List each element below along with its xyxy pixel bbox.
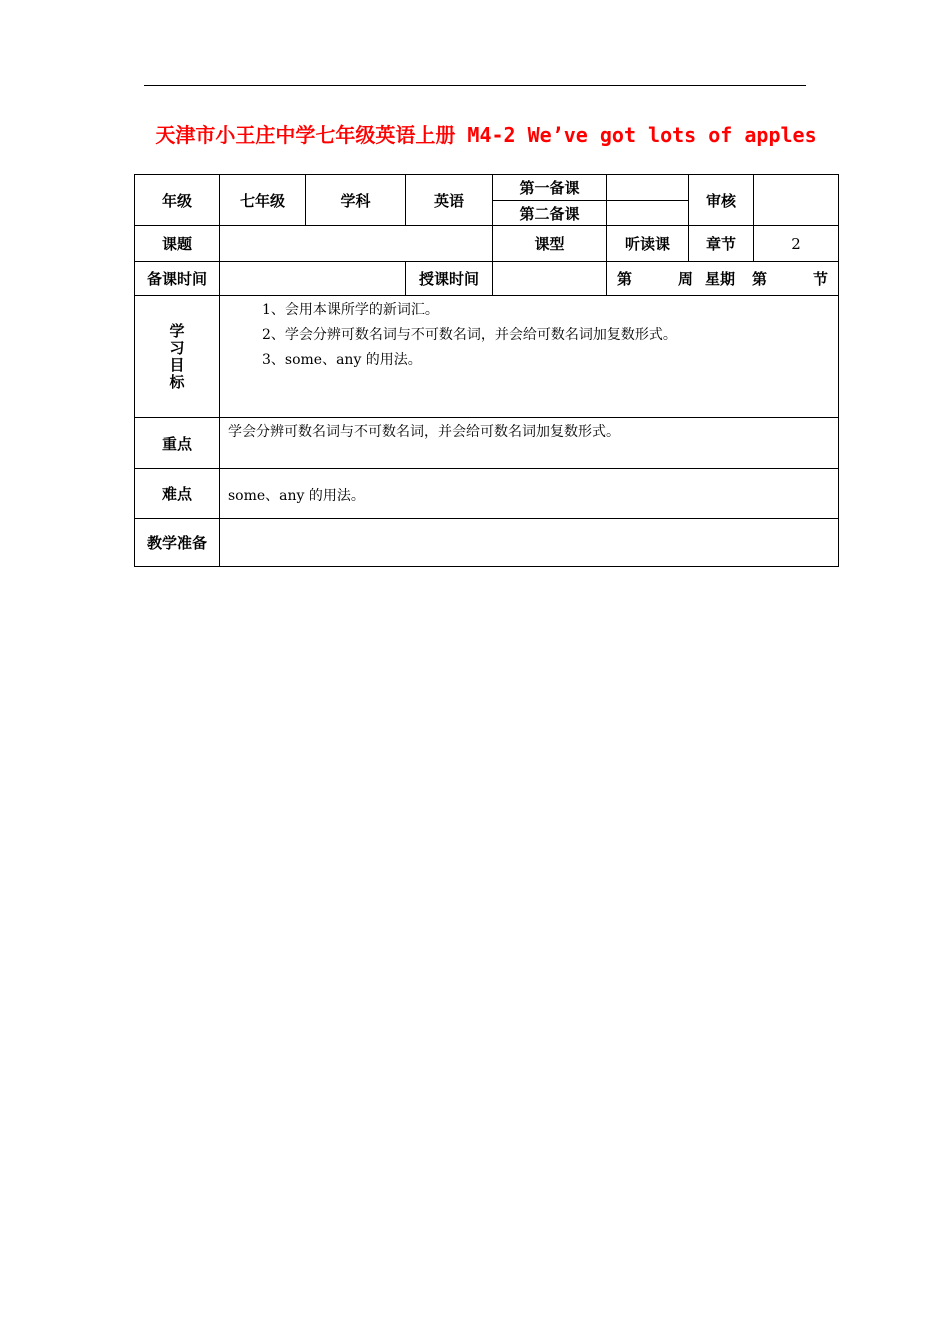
prep-second-value[interactable]: [607, 201, 689, 226]
difficulty-content: [220, 469, 839, 519]
teach-time-label: 授课时间: [406, 262, 493, 296]
topic-label: 课题: [135, 226, 220, 262]
prep-time-value[interactable]: [220, 262, 406, 296]
time-zhou: 周: [678, 270, 694, 288]
week-group: [617, 268, 735, 289]
table-row: [135, 296, 839, 418]
table-row: [135, 519, 839, 567]
goals-label-char: 目: [169, 355, 185, 374]
goals-label-char: 习: [169, 338, 185, 357]
difficulty-label: 难点: [135, 469, 220, 519]
key-point-text: 学会分辨可数名词与不可数名词，并会给可数名词加复数形式。: [228, 424, 620, 440]
subject-value: 英语: [406, 175, 493, 226]
lesson-plan-table: [134, 174, 839, 567]
goals-label: [135, 296, 220, 418]
grade-label: 年级: [135, 175, 220, 226]
header-rule: [144, 85, 806, 86]
goal-item: 3、some、any 的用法。: [262, 352, 422, 368]
goals-content: [220, 296, 839, 418]
prep-first-value[interactable]: [607, 175, 689, 201]
document-title: 天津市小王庄中学七年级英语上册 M4-2 We’ve got lots of apples: [155, 123, 817, 147]
chapter-value: 2: [754, 226, 839, 262]
difficulty-text: some、any 的用法。: [228, 488, 365, 504]
goals-label-char: 标: [169, 372, 185, 391]
lesson-type-value: 听读课: [607, 226, 689, 262]
time-xingqi: 星期: [705, 270, 736, 288]
review-value[interactable]: [754, 175, 839, 226]
grade-value: 七年级: [220, 175, 306, 226]
time-di: 第: [617, 270, 633, 288]
key-point-label: 重点: [135, 418, 220, 469]
prep-second-label: 第二备课: [493, 201, 607, 226]
goals-label-char: 学: [169, 321, 185, 340]
preparation-content[interactable]: [220, 519, 839, 567]
topic-value[interactable]: [220, 226, 493, 262]
period-group: [752, 268, 828, 289]
table-row: [135, 262, 839, 296]
table-row: [135, 226, 839, 262]
time-slots-cell[interactable]: [607, 262, 839, 296]
chapter-label: 章节: [689, 226, 754, 262]
time-jie: 节: [812, 270, 828, 288]
prep-first-label: 第一备课: [493, 175, 607, 201]
subject-label: 学科: [306, 175, 406, 226]
time-di2: 第: [751, 270, 767, 288]
preparation-label: 教学准备: [135, 519, 220, 567]
goal-item: 2、学会分辨可数名词与不可数名词，并会给可数名词加复数形式。: [262, 327, 677, 343]
table-row: [135, 418, 839, 469]
table-row: [135, 469, 839, 519]
prep-time-label: 备课时间: [135, 262, 220, 296]
teach-time-value[interactable]: [493, 262, 607, 296]
table-row: [135, 175, 839, 201]
goal-item: 1、会用本课所学的新词汇。: [262, 302, 439, 318]
review-label: 审核: [689, 175, 754, 226]
key-point-content: [220, 418, 839, 469]
time-slots: [607, 268, 838, 289]
lesson-type-label: 课型: [493, 226, 607, 262]
